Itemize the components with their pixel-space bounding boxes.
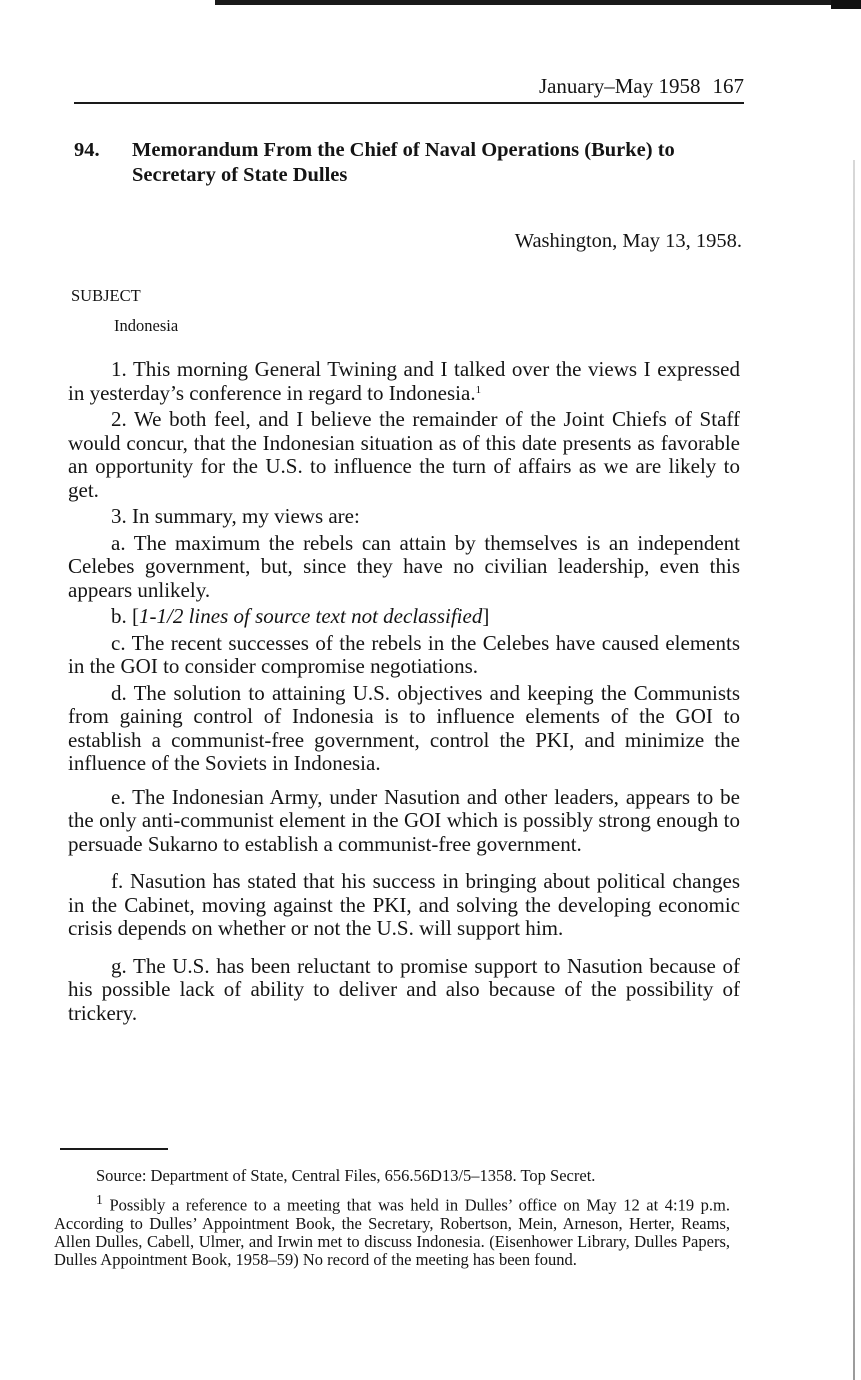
paragraph-a: a. The maximum the rebels can attain by themselves is an independent Celebes government, but, since they have no civilian leadership, even this appears unlikely. — [68, 530, 740, 602]
redaction-note: 1-1/2 lines of source text not declassified — [139, 604, 483, 628]
footnote-rule — [60, 1148, 168, 1150]
paragraph-d: d. The solution to attaining U.S. objectives and keeping the Communists from gaining control of Indonesia is to influence elements of the GOI to establish a communist-free government, control the PKI, and minimize the influence of the Soviets in Indonesia. — [68, 680, 740, 775]
running-head — [74, 74, 744, 104]
footnote-1: $^1$ Possibly a reference to a meeting that was held in Dulles’ office on May 12 at 4:19 p.m. According to Dulles’ Appointment Book, the Secretary, Robertson, Mein, Arneson, Herter, Reams, Allen Dulles, Cabell, Ulmer, and Irwin met to discuss Indonesia. (Eisenhower Library, Dulles Papers, Dulles Appointment Book, 1958–59) No record of the meeting has been found. — [54, 1192, 731, 1269]
running-head-period: January–May 1958 — [538, 74, 701, 98]
memo-body — [68, 358, 740, 1028]
subject-value: Indonesia — [114, 316, 179, 335]
page-number: 167 — [712, 74, 744, 98]
paragraph-3: 3. In summary, my views are: — [111, 504, 360, 528]
scan-edge-right — [853, 160, 855, 1380]
paragraph-f: f. Nasution has stated that his success in bringing about political changes in the Cabinet, moving against the PKI, and solving the developing economic crisis depends on whether or not the U.S. will support him. — [68, 869, 740, 940]
subject-label: SUBJECT — [71, 286, 141, 305]
source-note: Source: Department of State, Central Files, 656.56D13/5–1358. Top Secret. — [96, 1166, 596, 1185]
footnote-ref-1[interactable]: 1 — [475, 383, 482, 396]
document-number: 94. — [74, 139, 100, 161]
footnotes — [54, 1167, 730, 1275]
paragraph-e: e. The Indonesian Army, under Nasution and other leaders, appears to be the only anti-communist element in the GOI which is possibly strong enough to persuade Sukarno to establish a communist-free government. — [68, 784, 740, 856]
footnote-mark-1: 1 — [96, 1192, 103, 1207]
dateline: Washington, May 13, 1958. — [514, 230, 742, 252]
document-title: Memorandum From the Chief of Naval Operations (Burke) to Secretary of State Dulles — [132, 139, 675, 186]
paragraph-b: b. [1-1/2 lines of source text not declassified] — [111, 604, 490, 628]
paragraph-c: c. The recent successes of the rebels in the Celebes have caused elements in the GOI to consider compromise negotiations. — [68, 630, 740, 678]
paragraph-1: 1. This morning General Twining and I talked over the views I expressed in yesterday’s conference in regard to Indonesia.$^1$ — [68, 357, 740, 405]
paragraph-g: g. The U.S. has been reluctant to promise support to Nasution because of his possible lack of ability to deliver and also because of the possibility of trickery. — [68, 953, 740, 1025]
paragraph-2: 2. We both feel, and I believe the remainder of the Joint Chiefs of Staff would concur, that the Indonesian situation as of this date presents as favorable an opportunity for the U.S. to influence the turn of affairs as we are likely to get. — [68, 407, 740, 502]
scan-edge-corner — [831, 0, 861, 9]
scan-edge-top — [215, 0, 861, 5]
